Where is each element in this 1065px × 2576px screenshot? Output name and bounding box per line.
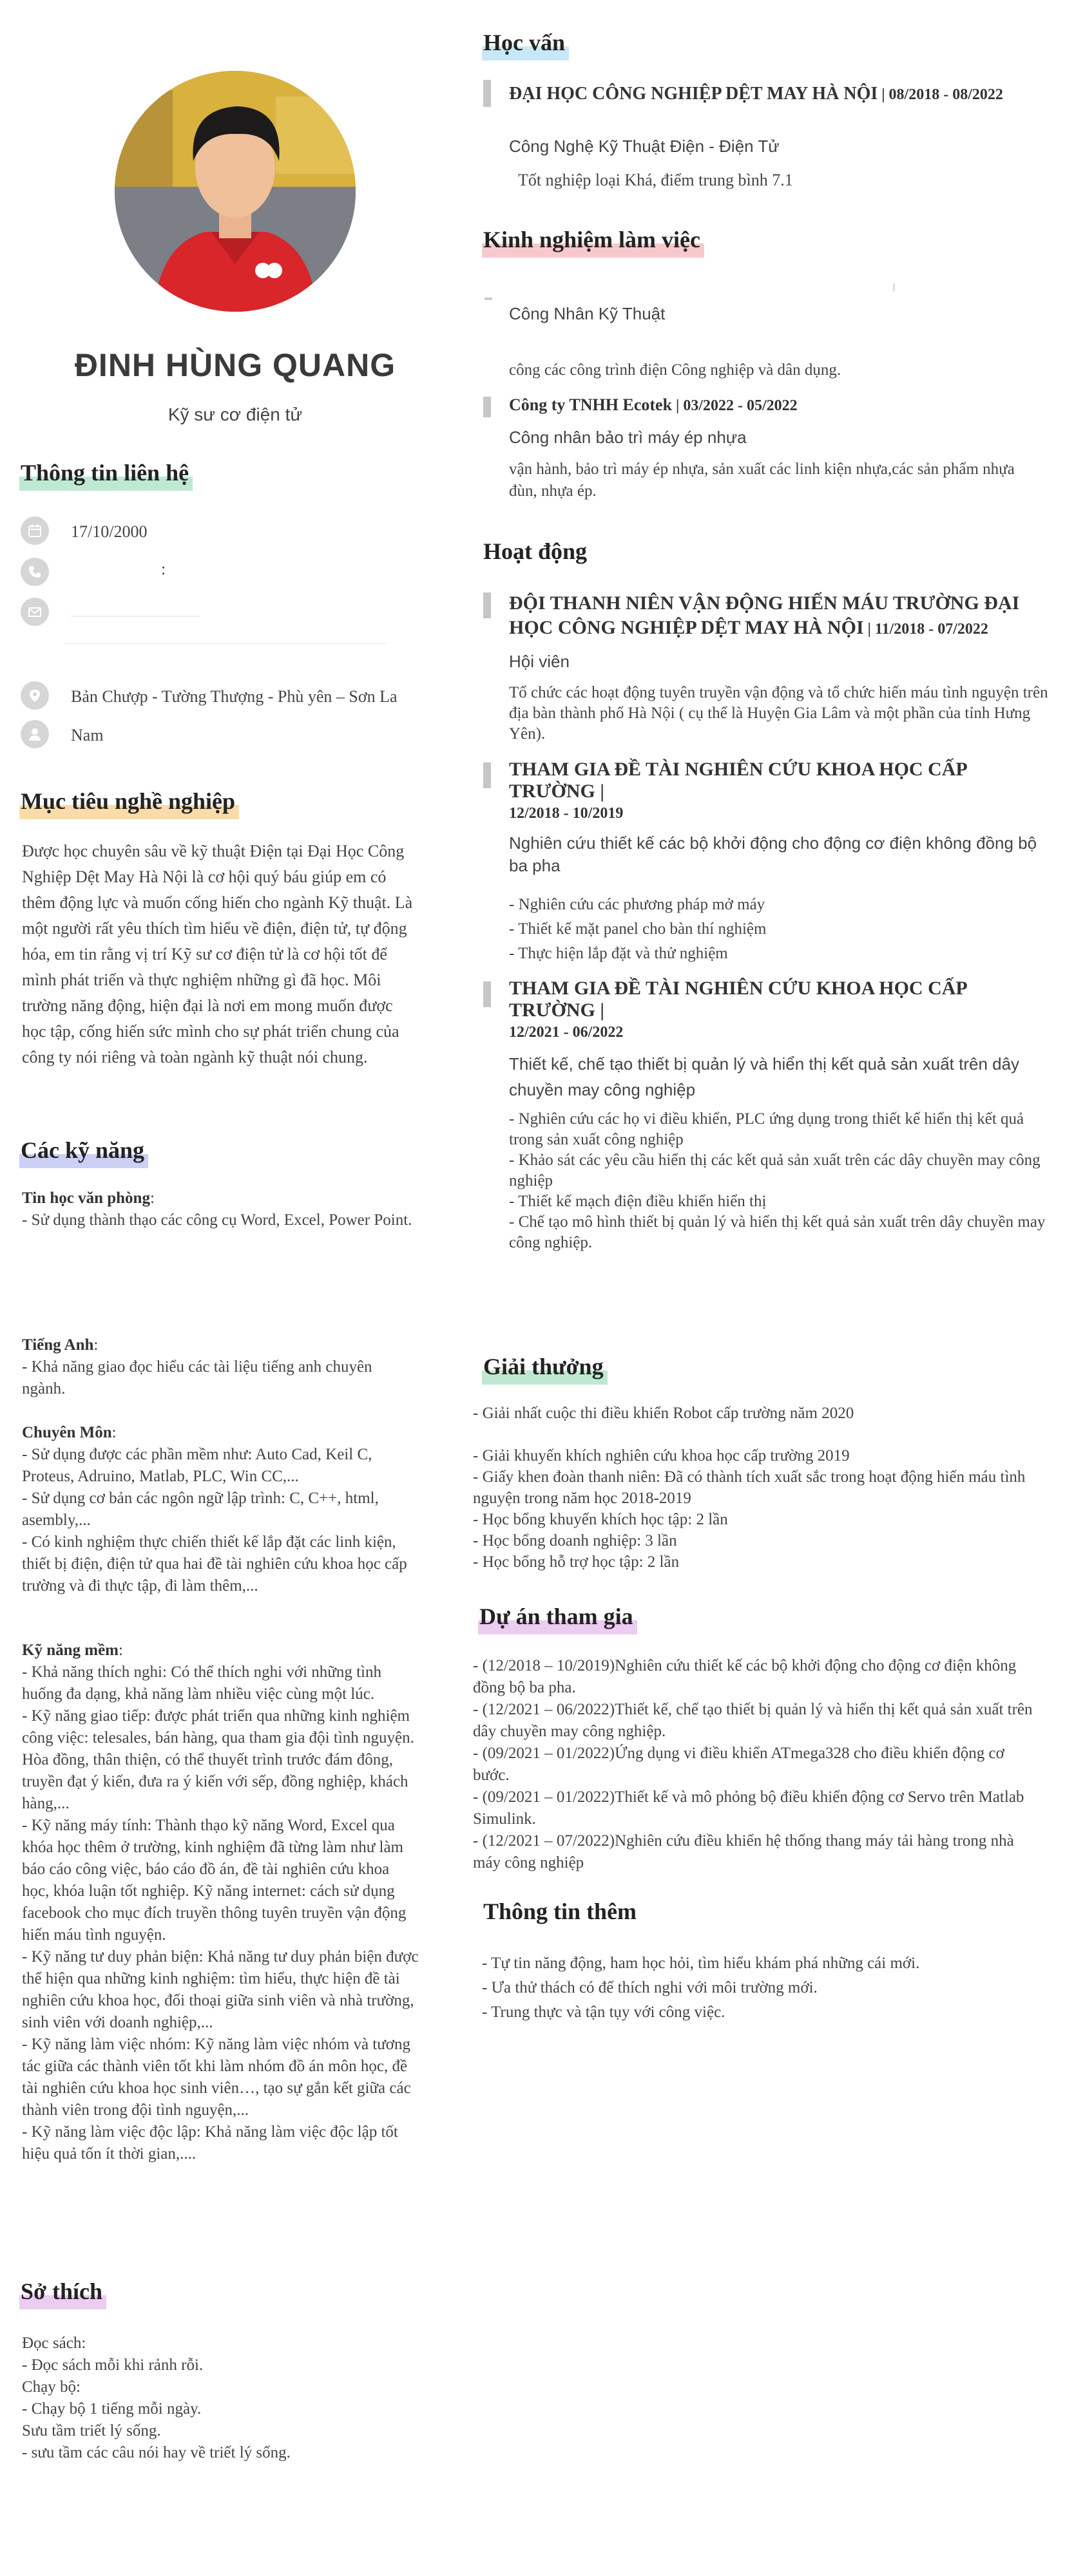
experience-heading: Kinh nghiệm làm việc — [482, 225, 704, 258]
email-icon — [21, 598, 49, 626]
contact-heading: Thông tin liên hệ — [19, 459, 193, 491]
job2-company: Công ty TNHH Ecotek — [509, 395, 673, 414]
more-text: - Tự tin năng động, ham học hỏi, tìm hiểu khám phá những cái mới. - Ưa thử thách có để thích nghi với môi trường mới. - Trung thực và tận tụy với công việc. — [482, 1955, 920, 2021]
job1-role: Công Nhân Kỹ Thuật — [509, 304, 666, 323]
job1-desc: công các công trình điện Công nghiệp và dân dụng. — [509, 361, 841, 379]
education-heading: Học vấn — [482, 28, 569, 61]
activity3-marker — [483, 981, 491, 1007]
contact-gender: Nam — [71, 726, 104, 744]
avatar — [115, 71, 356, 312]
hobbies-text: Đọc sách: - Đọc sách mỗi khi rảnh rỗi. Chạy bộ: - Chạy bộ 1 tiếng mỗi ngày. Sưu tầm triết lý sống. - sưu tầm các câu nói hay về triết lý sống. — [22, 2334, 291, 2461]
job1-redacted-dot — [893, 283, 895, 291]
skill-office-colon: : — [149, 1189, 155, 1207]
activity1-period: | 11/2018 - 07/2022 — [863, 621, 988, 638]
skill-soft-colon: : — [119, 1642, 123, 1659]
activity2-desc: - Nghiên cứu các phương pháp mở máy - Thiết kế mặt panel cho bàn thí nghiệm - Thực hiện lắp đặt và thử nghiệm — [509, 896, 767, 962]
skill-major-text: - Sử dụng được các phần mềm như: Auto Cad, Keil C, Proteus, Adruino, Matlab, PLC, Win CC,... - Sử dụng cơ bản các ngôn ngữ lập trình: C, C++, html, asembly,... - Có kinh nghiệm thực chiến thiết kế lắp đặt các linh kiện, thiết bị điện, điện tử qua hai đề tài nghiên cứu khoa học cấp trường và đi thực tập, đi làm thêm,... — [22, 1446, 407, 1595]
activity3-desc: - Nghiên cứu các họ vi điều khiển, PLC ứng dụng trong thiết kế hiển thị kết quả trong sản xuất công nghiệp - Khảo sát các yêu cầu hiển thị các kết quả sản xuất trên các dây chuyền may công nghiệp - Thiết kế mạch điện điều khiển hiển thị - Chế tạo mô hình thiết bị quản lý và hiển thị kết quả sản xuất trên dây chuyền may công nghiệp. — [509, 1110, 1046, 1251]
projects-text: - (12/2018 – 10/2019)Nghiên cứu thiết kế các bộ khởi động cho động cơ điện không đồng bộ ba pha. - (12/2021 – 06/2022)Thiết kế, chế tạo thiết bị quản lý và hiển thị kết quả sản xuất trên dây chuyền may công nghiệp. - (09/2021 – 01/2022)Ứng dụng vi điều khiển ATmega328 cho điều khiển động cơ bước. - (09/2021 – 01/2022)Thiết kế và mô phỏng bộ điều khiển động cơ Servo trên Matlab Simulink. - (12/2021 – 07/2022)Nghiên cứu điều khiển hệ thống thang máy tải hàng trong nhà máy công nghiệp — [473, 1657, 1033, 1871]
job2-period: | 03/2022 - 05/2022 — [672, 397, 798, 414]
skill-office — [22, 1188, 421, 1231]
activity2-marker — [483, 762, 491, 788]
education-period: | 08/2018 - 08/2022 — [878, 86, 1003, 103]
email-redacted — [71, 616, 200, 617]
education-result: Tốt nghiệp loại Khá, điểm trung bình 7.1 — [518, 171, 793, 189]
skill-soft — [22, 1640, 419, 2165]
projects-heading: Dự án tham gia — [478, 1602, 637, 1634]
more-heading: Thông tin thêm — [483, 1899, 637, 1924]
activity1-title: ĐỘI THANH NIÊN VẬN ĐỘNG HIẾN MÁU TRƯỜNG ĐẠI HỌC CÔNG NGHIỆP DỆT MAY HÀ NỘI — [509, 592, 1020, 638]
activity1-title-line — [509, 591, 1050, 641]
objective-heading: Mục tiêu nghề nghiệp — [19, 787, 239, 819]
skills-heading: Các kỹ năng — [19, 1136, 148, 1168]
job2-company-line — [509, 395, 798, 415]
job1-redacted-mark — [485, 298, 492, 300]
location-icon — [21, 681, 49, 710]
calendar-icon — [21, 516, 49, 545]
hobbies-heading: Sở thích — [19, 2277, 106, 2309]
activity1-desc: Tổ chức các hoạt động tuyên truyền vận động và tổ chức hiến máu tình nguyện trên địa bàn thành phố Hà Nội ( cụ thể là Huyện Gia Lâm và một phần của tỉnh Hưng Yên). — [509, 684, 1048, 743]
skill-english-colon: : — [93, 1336, 99, 1354]
awards-heading: Giải thưởng — [482, 1352, 608, 1385]
skill-office-text: - Sử dụng thành thạo các công cụ Word, Excel, Power Point. — [22, 1211, 412, 1229]
job2-role: Công nhân bảo trì máy ép nhựa — [509, 428, 747, 447]
phone-icon — [21, 558, 49, 586]
candidate-title: Kỹ sư cơ điện tử — [168, 404, 303, 424]
education-major: Công Nghệ Kỹ Thuật Điện - Điện Tử — [509, 137, 780, 156]
skill-major-title: Chuyên Môn — [22, 1424, 112, 1441]
candidate-name: ĐINH HÙNG QUANG — [74, 347, 396, 383]
skill-major-colon: : — [111, 1424, 117, 1441]
skill-english — [22, 1334, 396, 1400]
education-school-line — [509, 82, 1050, 106]
person-icon — [21, 720, 49, 748]
skill-english-text: - Khả năng giao đọc hiểu các tài liệu tiếng anh chuyên ngành. — [22, 1358, 372, 1397]
web-redacted — [64, 643, 387, 644]
objective-text: Được học chuyên sâu về kỹ thuật Điện tại Đại Học Công Nghiệp Dệt May Hà Nội là cơ hội quý báu giúp em có thêm động lực và muốn cống hiến cho ngành Kỹ thuật. Là một người rất yêu thích tìm hiểu về điện, điện tử, tự động hóa, em tin rằng vị trí Kỹ sư cơ điện tử là cơ hội tốt để mình phát triển và thực nghiệm những gì đã học. Môi trường năng động, hiện đại là nơi em mong muốn được học tập, cống hiến sức mình cho sự phát triển chung của công ty nói riêng và toàn ngành kỹ thuật nói chung. — [22, 842, 413, 1066]
avatar-portrait-image — [115, 71, 356, 312]
skill-major — [22, 1422, 408, 1597]
education-marker — [483, 80, 491, 107]
activity3-role: Thiết kế, chế tạo thiết bị quản lý và hiển thị kết quả sản xuất trên dây chuyền may công nghiệp — [509, 1054, 1020, 1099]
contact-address: Bản Chượp - Tường Thượng - Phù yên – Sơn La — [71, 687, 398, 706]
activity3-title: THAM GIA ĐỀ TÀI NGHIÊN CỨU KHOA HỌC CẤP TRƯỜNG | — [509, 978, 967, 1021]
job2-desc: vận hành, bảo trì máy ép nhựa, sản xuất các linh kiện nhựa,các sản phẩm nhựa đùn, nhựa ép. — [509, 460, 1015, 500]
activity1-marker — [483, 592, 491, 618]
activity2-title: THAM GIA ĐỀ TÀI NGHIÊN CỨU KHOA HỌC CẤP TRƯỜNG | — [509, 759, 967, 802]
education-school: ĐẠI HỌC CÔNG NGHIỆP DỆT MAY HÀ NỘI — [509, 84, 878, 104]
awards-text: - Giải nhất cuộc thi điều khiển Robot cấp trường năm 2020 - Giải khuyến khích nghiên cứu khoa học cấp trường 2019 - Giấy khen đoàn thanh niên: Đã có thành tích xuất sắc trong hoạt động hiến máu tình nguyện trong năm học 2018-2019 - Học bổng khuyến khích học tập: 2 lần - Học bổng doanh nghiệp: 3 lần - Học bổng hỗ trợ học tập: 2 lần — [473, 1405, 1026, 1571]
activity2-period: 12/2018 - 10/2019 — [509, 805, 624, 822]
job2-marker — [483, 397, 491, 417]
activity1-role: Hội viên — [509, 652, 570, 671]
contact-phone: : — [161, 560, 166, 578]
activity2-role: Nghiên cứu thiết kế các bộ khởi động cho động cơ điện không đồng bộ ba pha — [509, 833, 1037, 875]
skill-english-title: Tiếng Anh — [22, 1336, 94, 1354]
skill-soft-text: - Khả năng thích nghi: Có thể thích nghi với những tình huống đa dạng, khả năng làm nhiều việc cùng một lúc. - Kỹ năng giao tiếp: được phát triển qua những kinh nghiệm công việc: telesales, bán hàng, qua tham gia đội tình nguyện. Hòa đồng, thân thiện, có thể thuyết trình trước đám đông, truyền đạt ý kiến, đưa ra ý kiến với sếp, đồng nghiệp, khách hàng,... - Kỹ năng máy tính: Thành thạo kỹ năng Word, Excel qua khóa học thêm ở trường, kinh nghiệm đã từng làm như làm báo cáo công việc, báo cáo đồ án, đề tài nghiên cứu khoa học, khóa luận tốt nghiệp. Kỹ năng internet: cách sử dụng facebook cho mục đích truyền thông tuyên truyền vận động hiến máu tình nguyện. - Kỹ năng tư duy phản biện: Khả năng tư duy phản biện được thể hiện qua những kinh nghiệm: tìm hiểu, thực hiện đề tài nghiên cứu khoa học, đối thoại giữa sinh viên và nhà trường, sinh viên với doanh nghiệp,... - Kỹ năng làm việc nhóm: Kỹ năng làm việc nhóm và tương tác giữa các thành viên tốt khi làm nhóm đồ án môn học, đề tài nghiên cứu khoa học sinh viên…, tạo sự gắn kết giữa các thành viên trong đội tình nguyện,... - Kỹ năng làm việc độc lập: Khả năng làm việc độc lập tốt hiệu quả tốn ít thời gian,.... — [22, 1663, 419, 2163]
activities-heading: Hoạt động — [483, 538, 588, 564]
skill-soft-title: Kỹ năng mềm — [22, 1642, 119, 1659]
contact-birthday: 17/10/2000 — [71, 522, 148, 541]
skill-office-title: Tin học văn phòng — [22, 1189, 150, 1207]
activity3-period: 12/2021 - 06/2022 — [509, 1024, 624, 1041]
